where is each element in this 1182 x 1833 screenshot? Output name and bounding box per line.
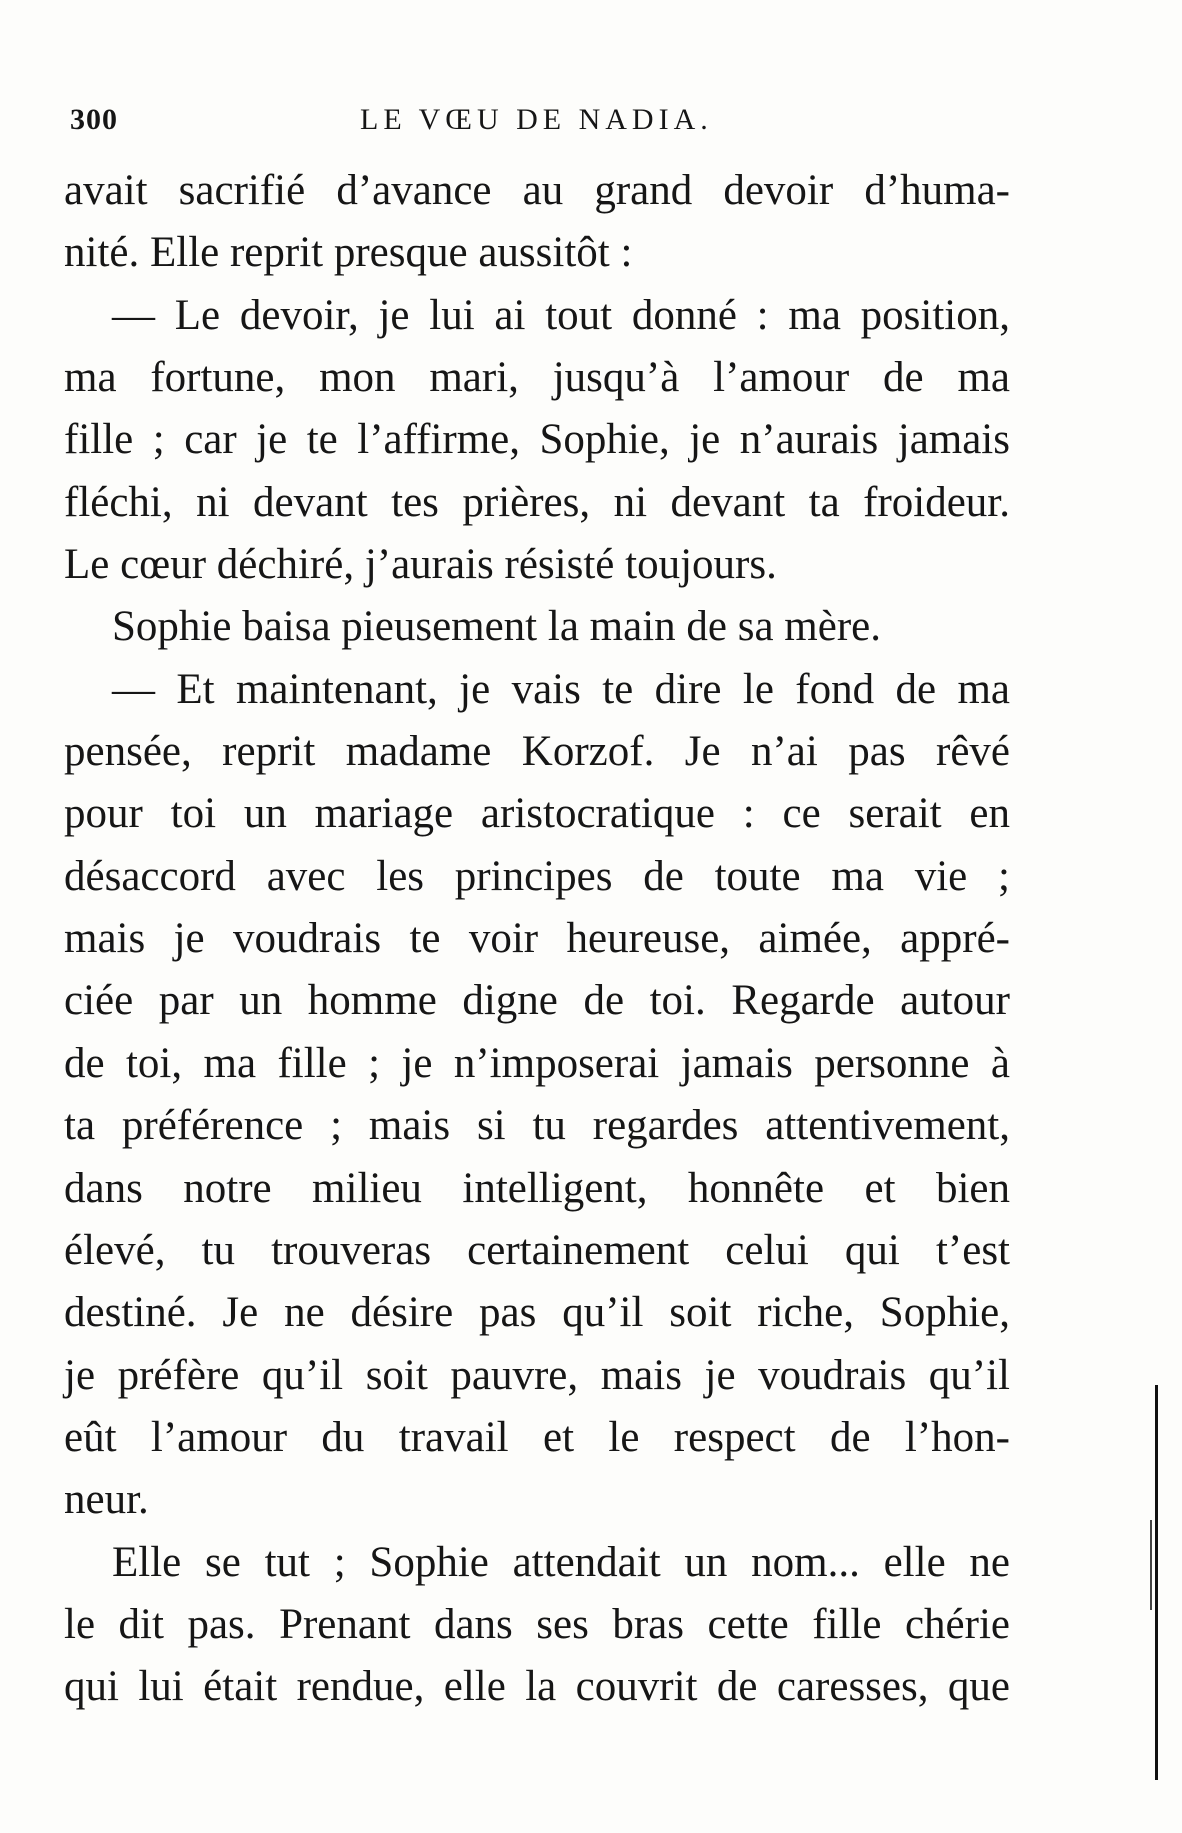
text-line: Elle se tut ; Sophie attendait un nom... elle ne (112, 1538, 1010, 1586)
page-number: 300 (70, 103, 118, 136)
text-line: pour toi un mariage aristocratique : ce serait en (64, 790, 1010, 838)
text-line: — Le devoir, je lui ai tout donné : ma position, (112, 291, 1010, 339)
text-line: fléchi, ni devant tes prières, ni devant ta froideur. (64, 478, 1010, 526)
text-line: de toi, ma fille ; je n’imposerai jamais personne à (64, 1039, 1010, 1087)
text-line: eût l’amour du travail et le respect de l’hon- (64, 1413, 1010, 1461)
text-line: ta préférence ; mais si tu regardes attentivement, (64, 1102, 1010, 1150)
text-line: dans notre milieu intelligent, honnête et bien (64, 1164, 1010, 1212)
scan-margin-rule-thin (1150, 1520, 1152, 1610)
text-line: avait sacrifié d’avance au grand devoir d’huma- (64, 167, 1010, 214)
text-line: — Et maintenant, je vais te dire le fond de ma (112, 665, 1010, 713)
text-line: ma fortune, mon mari, jusqu’à l’amour de ma (64, 354, 1010, 402)
text-line: destiné. Je ne désire pas qu’il soit riche, Sophie, (64, 1289, 1010, 1337)
text-line: ciée par un homme digne de toi. Regarde autour (64, 977, 1010, 1025)
text-line: désaccord avec les principes de toute ma vie ; (64, 852, 1010, 900)
scan-margin-rule (1155, 1385, 1158, 1780)
text-line: le dit pas. Prenant dans ses bras cette fille chérie (64, 1600, 1010, 1648)
text-line: Sophie baisa pieusement la main de sa mère. (112, 603, 881, 651)
text-line: qui lui était rendue, elle la couvrit de caresses, que (64, 1663, 1010, 1711)
text-line: neur. (64, 1476, 149, 1524)
text-line: fille ; car je te l’affirme, Sophie, je n’aurais jamais (64, 416, 1010, 464)
text-line: élevé, tu trouveras certainement celui qui t’est (64, 1226, 1010, 1274)
text-line: Le cœur déchiré, j’aurais résisté toujours. (64, 541, 777, 589)
running-header (70, 103, 1010, 143)
running-title: LE VŒU DE NADIA. (360, 103, 713, 136)
text-line: nité. Elle reprit presque aussitôt : (64, 229, 633, 277)
body-text (64, 160, 1010, 1719)
text-line: mais je voudrais te voir heureuse, aimée, appré- (64, 915, 1010, 963)
text-line: pensée, reprit madame Korzof. Je n’ai pas rêvé (64, 728, 1010, 776)
text-line: je préfère qu’il soit pauvre, mais je voudrais qu’il (64, 1351, 1010, 1399)
